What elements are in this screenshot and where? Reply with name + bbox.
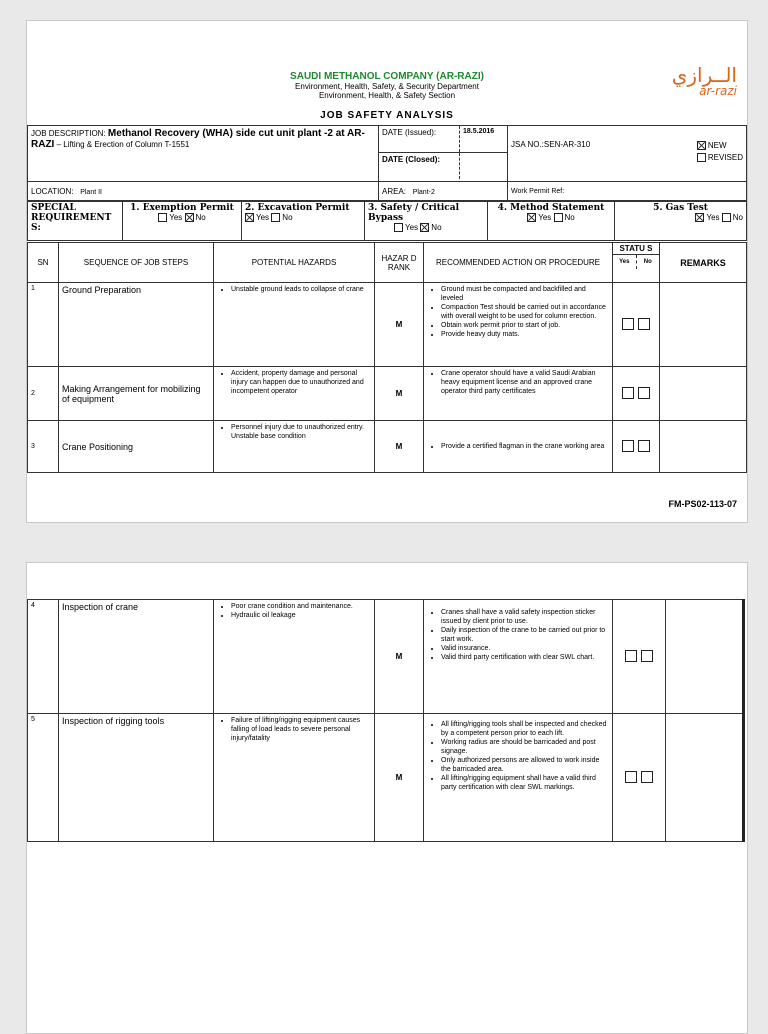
new-checkbox[interactable] [697,141,706,150]
date-issued: 18.5.2016 [463,128,495,135]
page-2 [26,562,748,1034]
row-hazards [214,421,375,473]
action-item: • Working radius are should be barricaded and post signage. [441,738,609,756]
row-sn: 2 [28,367,59,421]
row-remarks [666,714,744,842]
table-row [28,714,744,842]
excavation-permit-label: 2. Excavation Permit [245,203,350,213]
area-label: AREA: [382,187,407,196]
bypass-yes-checkbox[interactable] [394,223,403,232]
status-no-checkbox[interactable] [638,318,650,330]
gas-test [615,201,747,241]
col-steps: SEQUENCE OF JOB STEPS [59,243,214,283]
document-title: JOB SAFETY ANALYSIS [320,110,454,121]
row-rank: M [375,714,424,842]
hazard-item: • Poor crane condition and maintenance. [231,602,371,611]
row-step: Inspection of rigging tools [59,714,214,842]
jsa-number: JSA NO.:SEN-AR-310 [511,140,591,149]
row-step: Making Arrangement for mobilizing of equipment [59,367,214,421]
document-header [27,71,747,100]
action-item: • All lifting/rigging tools shall be inspected and checked by a competent person prior to each lift. [441,720,609,738]
hazard-item: • Accident, property damage and personal injury can happen due to unauthorized and incompetent operator [231,369,371,396]
row-status [613,714,666,842]
table-row [28,283,747,367]
gas-no-checkbox[interactable] [722,213,731,222]
method-no-checkbox[interactable] [554,213,563,222]
yes-label: Yes [538,213,552,222]
row-remarks [666,600,744,714]
excavation-yes-checkbox[interactable] [245,213,254,222]
row-actions [424,714,613,842]
job-description-label: JOB DESCRIPTION: [31,129,106,138]
excavation-no-checkbox[interactable] [271,213,280,222]
status-no-checkbox[interactable] [638,387,650,399]
col-rank: HAZAR D RANK [375,243,424,283]
status-no-checkbox[interactable] [638,440,650,452]
no-label: No [732,213,743,222]
job-description: Methanol Recovery (WHA) side cut unit plant -2 at AR-RAZI [31,128,365,150]
bypass-no-checkbox[interactable] [420,223,429,232]
row-actions [424,283,613,367]
logo-english: ar-razi [699,84,737,98]
status-yes-checkbox[interactable] [625,650,637,662]
location-value: Plant II [80,189,102,196]
col-action: RECOMMENDED ACTION OR PROCEDURE [424,243,613,283]
exemption-permit-label: 1. Exemption Permit [130,203,234,213]
row-rank: M [375,421,424,473]
row-status [613,367,660,421]
no-label: No [195,213,206,222]
row-step: Crane Positioning [59,421,214,473]
row-remarks [660,421,747,473]
col-hazards: POTENTIAL HAZARDS [214,243,375,283]
row-rank: M [375,283,424,367]
row-hazards [214,714,375,842]
jsa-number-cell [508,126,747,182]
action-item: • Compaction Test should be carried out in accordance with overall weight to be used for column erection. [441,303,609,321]
table-row [28,600,744,714]
exemption-yes-checkbox[interactable] [158,213,167,222]
row-sn: 4 [28,600,59,714]
col-sn: SN [28,243,59,283]
row-hazards [214,283,375,367]
new-label: NEW [707,141,727,150]
exemption-no-checkbox[interactable] [185,213,194,222]
row-step: Ground Preparation [59,283,214,367]
safety-critical-bypass [365,201,488,241]
action-item: • Valid insurance. [441,644,609,653]
area-value: Plant-2 [412,189,435,196]
yes-label: Yes [405,223,419,232]
row-remarks [660,367,747,421]
status-no-checkbox[interactable] [641,650,653,662]
row-step: Inspection of crane [59,600,214,714]
hazard-table-continued [27,599,745,842]
gas-test-label: 5. Gas Test [653,203,708,213]
row-hazards [214,367,375,421]
row-remarks [660,283,747,367]
col-remarks: REMARKS [660,243,747,283]
col-status-label: STATU S [613,243,659,255]
yes-label: Yes [256,213,270,222]
row-sn: 5 [28,714,59,842]
job-info-table [27,125,747,202]
revised-checkbox[interactable] [697,153,706,162]
job-description-cell [28,126,379,182]
hazard-item: • Personnel injury due to unauthorized entry. Unstable base condition [231,423,371,441]
row-status [613,600,666,714]
row-status [613,283,660,367]
row-rank: M [375,600,424,714]
col-status [613,243,660,283]
action-item: • Provide a certified flagman in the crane working area [441,442,609,451]
row-hazards [214,600,375,714]
status-yes-checkbox[interactable] [622,440,634,452]
date-issued-label: DATE (Issued): [379,126,460,152]
hazard-item: • Hydraulic oil leakage [231,611,371,620]
date-closed-label: DATE (Closed): [379,153,460,179]
yes-label: Yes [169,213,183,222]
method-statement-label: 4. Method Statement [497,203,605,213]
action-item: • Valid third party certification with clear SWL chart. [441,653,609,662]
row-actions [424,600,613,714]
col-status-yes: Yes [613,255,637,269]
job-description-detail: – Lifting & Erection of Column T-1551 [54,140,190,149]
method-yes-checkbox[interactable] [527,213,536,222]
location-cell [28,182,379,202]
excavation-permit [242,201,365,241]
hazard-item: • Unstable ground leads to collapse of crane [231,285,371,294]
date-cell [379,126,508,182]
action-item: • Obtain work permit prior to start of job. [441,321,609,330]
page-1 [26,20,748,523]
status-no-checkbox[interactable] [641,771,653,783]
status-yes-checkbox[interactable] [622,387,634,399]
form-number: FM-PS02-113-07 [668,499,737,509]
action-item: • All lifting/rigging equipment shall have a valid third party certification with clear SWL markings. [441,774,609,792]
row-status [613,421,660,473]
safety-critical-bypass-label: 3. Safety / Critical Bypass [368,203,460,223]
row-sn: 1 [28,283,59,367]
yes-label: Yes [706,213,720,222]
row-actions [424,421,613,473]
revised-label: REVISED [707,153,743,162]
no-label: No [282,213,293,222]
location-label: LOCATION: [31,187,74,196]
no-label: No [564,213,575,222]
special-requirements-table [27,200,747,241]
action-item: • Provide heavy duty mats. [441,330,609,339]
department: Environment, Health, Safety, & Security Department [295,82,479,91]
method-statement [488,201,615,241]
status-yes-checkbox[interactable] [625,771,637,783]
row-sn: 3 [28,421,59,473]
action-item: • Only authorized persons are allowed to work inside the barricaded area. [441,756,609,774]
col-status-no: No [643,259,652,265]
action-item: • Crane operator should have a valid Saudi Arabian heavy equipment license and an approved crane operator third party certificates [441,369,609,396]
logo-arabic: الــرازي [671,63,737,87]
hazard-table [27,242,747,473]
company-name: SAUDI METHANOL COMPANY (AR-RAZI) [290,71,484,82]
row-rank: M [375,367,424,421]
no-label: No [431,223,442,232]
exemption-permit [123,201,242,241]
work-permit-ref: Work Permit Ref: [508,182,747,202]
action-item: • Daily inspection of the crane to be carried out prior to start work. [441,626,609,644]
hazard-item: • Failure of lifting/rigging equipment causes falling of load leads to severe personal injury/fatality [231,716,371,743]
gas-yes-checkbox[interactable] [695,213,704,222]
row-actions [424,367,613,421]
table-row [28,421,747,473]
special-requirements-label: SPECIAL REQUIREMENT S: [28,201,123,241]
action-item: • Ground must be compacted and backfilled and leveled [441,285,609,303]
action-item: • Cranes shall have a valid safety inspection sticker issued by client prior to use. [441,608,609,626]
table-row [28,367,747,421]
area-cell [379,182,508,202]
section: Environment, Health, & Safety Section [318,91,456,100]
status-yes-checkbox[interactable] [622,318,634,330]
